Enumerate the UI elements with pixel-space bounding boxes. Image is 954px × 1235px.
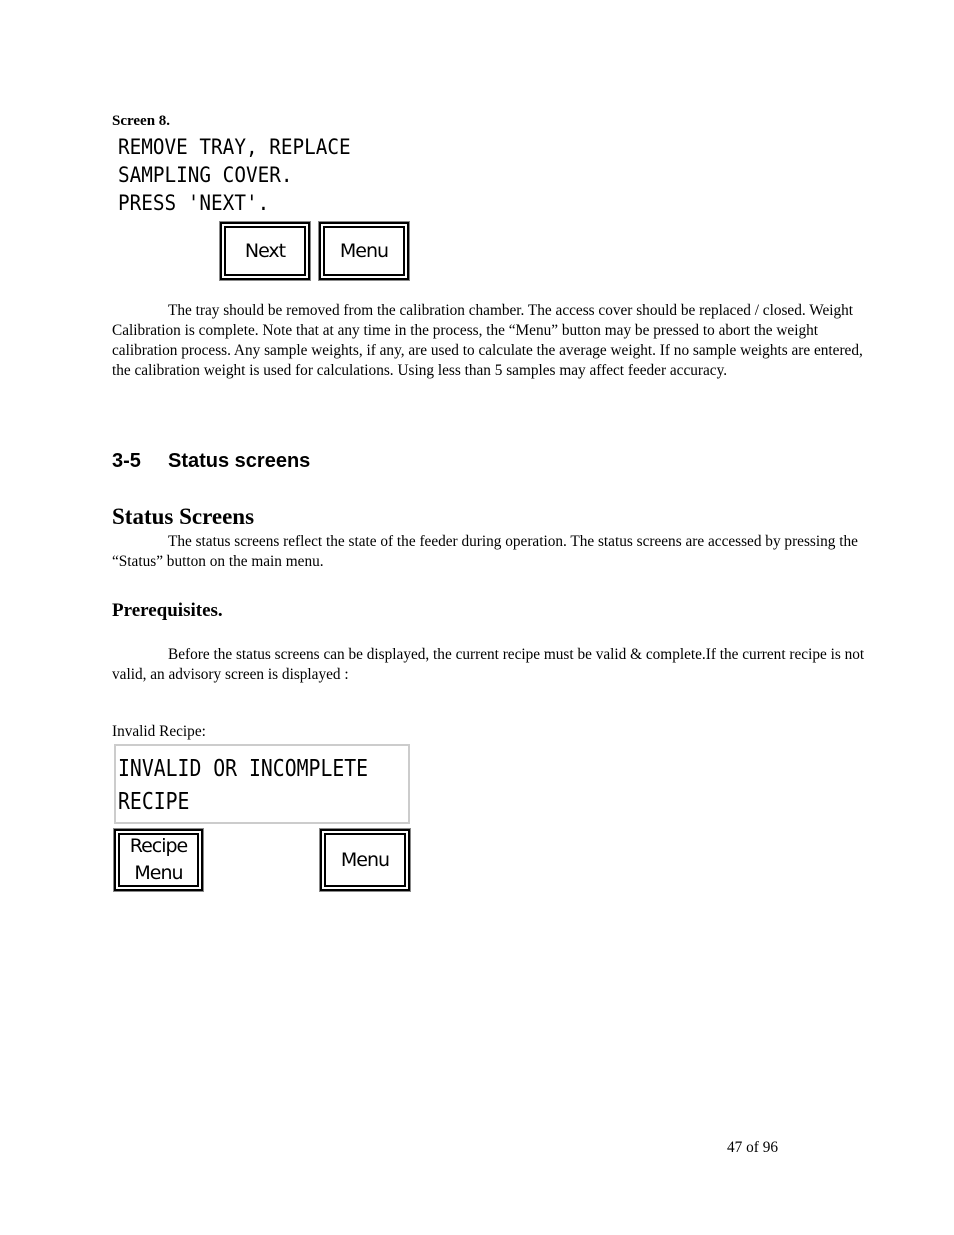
menu-button[interactable]: Menu: [319, 222, 409, 280]
screen8-lcd-text: [118, 133, 351, 217]
paragraph-prerequisites: Before the status screens can be displayed, the current recipe must be valid & complete.If the current recipe is not valid, an advisory screen is displayed :: [112, 646, 865, 683]
lcd-line: SAMPLING COVER.: [118, 163, 293, 187]
invalid-recipe-lcd: [112, 743, 412, 895]
paragraph-status-intro: The status screens reflect the state of the feeder during operation. The status screens are accessed by pressing the “Status” button on the main menu.: [112, 533, 858, 570]
page-number: 47 of 96: [727, 1139, 778, 1156]
invalid-recipe-caption: Invalid Recipe:: [112, 723, 206, 740]
menu-button[interactable]: Menu: [320, 829, 410, 891]
section-heading: 3-5 Status screens: [112, 450, 311, 472]
lcd-line: REMOVE TRAY, REPLACE: [118, 135, 351, 159]
screen8-lcd: [112, 131, 412, 283]
paragraph-calibration-complete: The tray should be removed from the calibration chamber. The access cover should be replaced / closed. Weight Calibration is complete. Note that at any time in the process, the “Menu” button may be pressed to abort the weight calibration process. Any sample weights, if any, are used to calculate the average weight. If no sample weights are entered, the calibration weight is used for calculations. Using less than 5 samples may affect feeder accuracy.: [112, 302, 863, 379]
status-screens-heading: Status Screens: [112, 504, 255, 529]
invalid-lcd-text: [118, 753, 368, 819]
next-button[interactable]: Next: [220, 222, 310, 280]
screen8-caption: Screen 8.: [112, 113, 171, 129]
prerequisites-heading: Prerequisites.: [112, 600, 223, 621]
lcd-line: INVALID OR INCOMPLETE: [118, 756, 369, 782]
recipe-menu-button[interactable]: Recipe Menu: [114, 829, 203, 891]
lcd-line: RECIPE: [118, 789, 190, 815]
lcd-line: PRESS 'NEXT'.: [118, 191, 270, 215]
